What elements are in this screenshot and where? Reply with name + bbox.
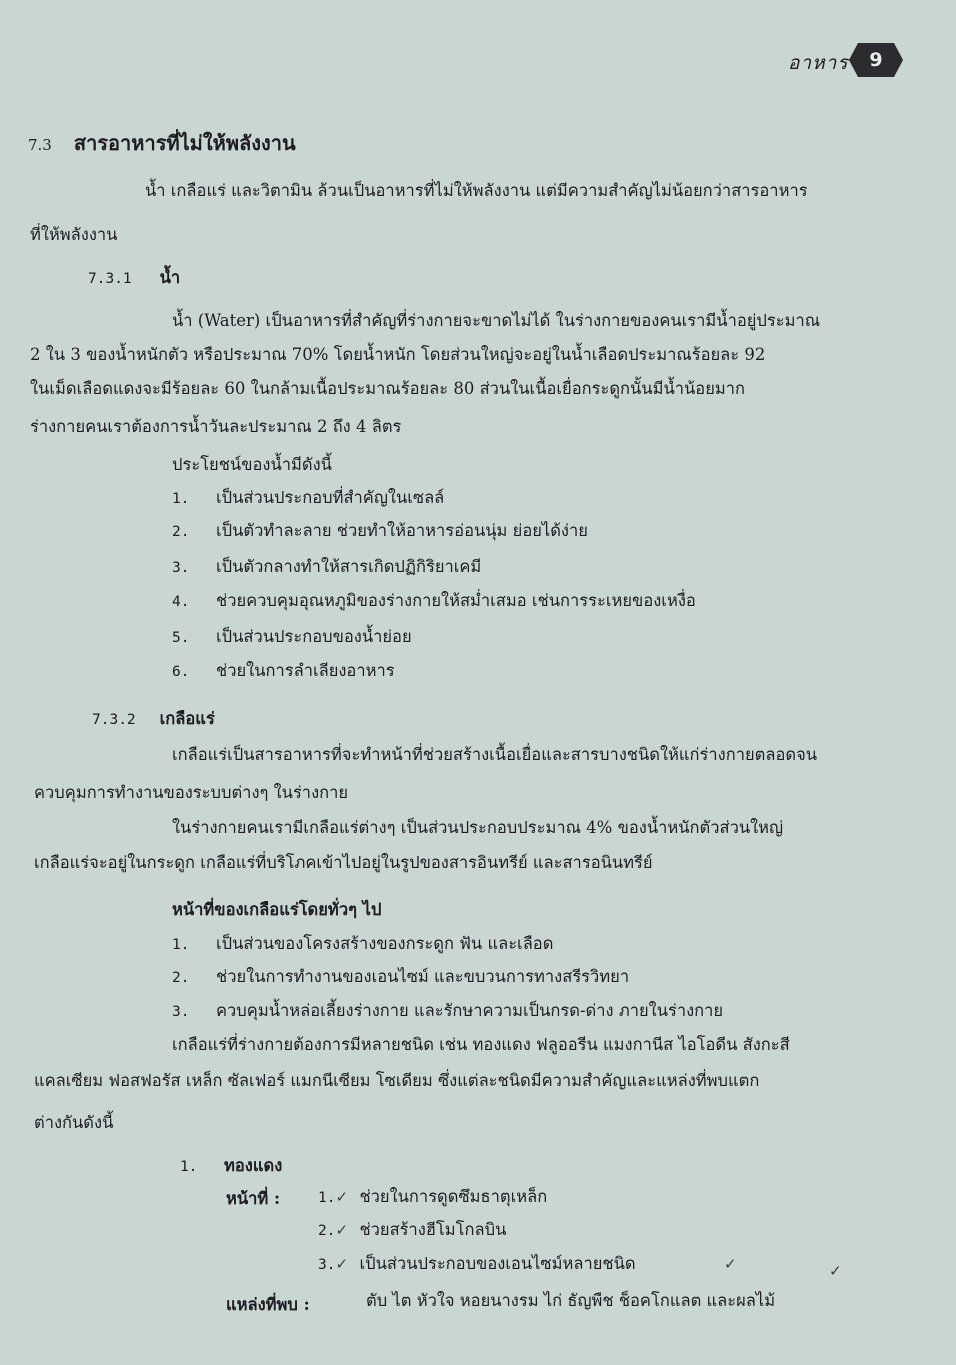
list-item-number: 5. [172, 630, 190, 646]
checkmark-icon: ✓ [335, 1255, 349, 1273]
checkmark-icon: ✓ [335, 1188, 349, 1206]
list-item [172, 931, 553, 957]
list-item [172, 554, 481, 580]
duty-item [318, 1217, 506, 1243]
list-item [172, 998, 723, 1024]
minerals-paragraph-3-line-1: เกลือแร่ที่ร่างกายต้องการมีหลายชนิด เช่น ทองแดง ฟลูออรีน แมงกานีส ไอโอดีน สังกะสี [172, 1035, 790, 1054]
page-number-badge [848, 42, 904, 78]
list-item-number: 6. [172, 664, 190, 680]
section-heading [28, 127, 296, 159]
subsection-title: น้ำ [159, 268, 181, 287]
list-item-text: ช่วยในการลำเลียงอาหาร [216, 661, 395, 680]
section-title: สารอาหารที่ไม่ให้พลังงาน [73, 131, 296, 155]
mineral-name: ทองแดง [224, 1156, 283, 1175]
minerals-paragraph-1-line-1: เกลือแร่เป็นสารอาหารที่จะทำหน้าที่ช่วยสร้างเนื้อเยื่อและสารบางชนิดให้แก่ร่างกายตลอดจน [172, 745, 818, 764]
list-item [172, 518, 588, 544]
list-item-text: ช่วยในการทำงานของเอนไซม์ และขบวนการทางสรีรวิทยา [216, 967, 630, 986]
minerals-functions-heading: หน้าที่ของเกลือแร่โดยทั่วๆ ไป [172, 900, 382, 919]
source-label: แหล่งที่พบ : [226, 1295, 310, 1314]
subsection-heading-minerals [92, 706, 215, 732]
minerals-paragraph-3-line-2: แคลเซียม ฟอสฟอรัส เหล็ก ซัลเฟอร์ แมกนีเซียม โซเดียม ซึ่งแต่ละชนิดมีความสำคัญและแหล่งที่พบแตก [34, 1071, 760, 1090]
list-item-text: เป็นส่วนประกอบที่สำคัญในเซลล์ [216, 488, 445, 507]
minerals-paragraph-1-line-2: ควบคุมการทำงานของระบบต่างๆ ในร่างกาย [34, 783, 349, 802]
mineral-number: 1. [180, 1159, 198, 1175]
water-benefits-heading: ประโยชน์ของน้ำมีดังนี้ [172, 455, 332, 474]
duty-item [318, 1184, 547, 1210]
list-item [172, 964, 629, 990]
water-paragraph-line-4: ร่างกายคนเราต้องการน้ำวันละประมาณ 2 ถึง 4 ลิตร [30, 417, 402, 436]
list-item [172, 658, 395, 684]
water-paragraph-line-2: 2 ใน 3 ของน้ำหนักตัว หรือประมาณ 70% โดยน้ำหนัก โดยส่วนใหญ่จะอยู่ในน้ำเลือดประมาณร้อยละ 92 [30, 345, 766, 364]
duty-number: 2. [318, 1223, 336, 1239]
duty-label: หน้าที่ : [226, 1189, 281, 1208]
list-item-text: เป็นตัวทำละลาย ช่วยทำให้อาหารอ่อนนุ่ม ย่อยได้ง่าย [216, 521, 588, 540]
mineral-item-copper [180, 1153, 282, 1179]
list-item [172, 485, 444, 511]
subsection-number: 7.3.2 [92, 712, 136, 728]
list-item-text: ช่วยควบคุมอุณหภูมิของร่างกายให้สม่ำเสมอ เช่นการระเหยของเหงื่อ [216, 591, 696, 610]
list-item-number: 3. [172, 560, 190, 576]
list-item-number: 4. [172, 594, 190, 610]
checkmark-icon: ✓ [335, 1221, 349, 1239]
list-item-text: เป็นส่วนของโครงสร้างของกระดูก ฟัน และเลือด [216, 934, 554, 953]
water-paragraph-line-1: น้ำ (Water) เป็นอาหารที่สำคัญที่ร่างกายจะขาดไม่ได้ ในร่างกายของคนเรามีน้ำอยู่ประมาณ [172, 311, 821, 330]
list-item [172, 624, 412, 650]
list-item-number: 2. [172, 970, 190, 986]
water-paragraph-line-3: ในเม็ดเลือดแดงจะมีร้อยละ 60 ในกล้ามเนื้อประมาณร้อยละ 80 ส่วนในเนื้อเยื่อกระดูกนั้นมีน้ำน้อยมาก [30, 379, 745, 398]
list-item [172, 588, 696, 614]
minerals-paragraph-2-line-2: เกลือแร่จะอยู่ในกระดูก เกลือแร่ที่บริโภคเข้าไปอยู่ในรูปของสารอินทรีย์ และสารอนินทรีย์ [34, 853, 653, 872]
list-item-text: เป็นตัวกลางทำให้สารเกิดปฏิกิริยาเคมี [216, 557, 482, 576]
duty-number: 1. [318, 1190, 336, 1206]
list-item-text: ควบคุมน้ำหล่อเลี้ยงร่างกาย และรักษาความเป็นกรด-ด่าง ภายในร่างกาย [216, 1001, 724, 1020]
list-item-number: 1. [172, 937, 190, 953]
list-item-number: 3. [172, 1004, 190, 1020]
intro-line-1: น้ำ เกลือแร่ และวิตามิน ล้วนเป็นอาหารที่ไม่ให้พลังงาน แต่มีความสำคัญไม่น้อยกว่าสารอาหาร [145, 181, 808, 200]
checkmark-icon: ✓ [724, 1255, 737, 1273]
page-number: 9 [869, 49, 883, 71]
minerals-paragraph-3-line-3: ต่างกันดังนี้ [34, 1113, 114, 1132]
duty-text: ช่วยในการดูดซึมธาตุเหล็ก [359, 1187, 548, 1206]
checkmark-icon: ✓ [829, 1262, 842, 1280]
list-item-number: 2. [172, 524, 190, 540]
list-item-number: 1. [172, 491, 190, 507]
duty-number: 3. [318, 1257, 336, 1273]
minerals-paragraph-2-line-1: ในร่างกายคนเรามีเกลือแร่ต่างๆ เป็นส่วนประกอบประมาณ 4% ของน้ำหนักตัวส่วนใหญ่ [172, 818, 784, 837]
running-header-title: อาหาร [788, 52, 849, 74]
duty-item [318, 1251, 636, 1277]
duty-text: เป็นส่วนประกอบของเอนไซม์หลายชนิด [359, 1254, 636, 1273]
subsection-title: เกลือแร่ [159, 709, 215, 728]
source-list: ตับ ไต หัวใจ หอยนางรม ไก่ ธัญพืช ช็อคโกแลต และผลไม้ [366, 1291, 776, 1310]
subsection-heading-water [88, 265, 180, 291]
list-item-text: เป็นส่วนประกอบของน้ำย่อย [216, 627, 412, 646]
duty-text: ช่วยสร้างฮีโมโกลบิน [359, 1220, 507, 1239]
section-number: 7.3 [28, 136, 52, 154]
subsection-number: 7.3.1 [88, 271, 132, 287]
intro-line-2: ที่ให้พลังงาน [30, 225, 118, 244]
